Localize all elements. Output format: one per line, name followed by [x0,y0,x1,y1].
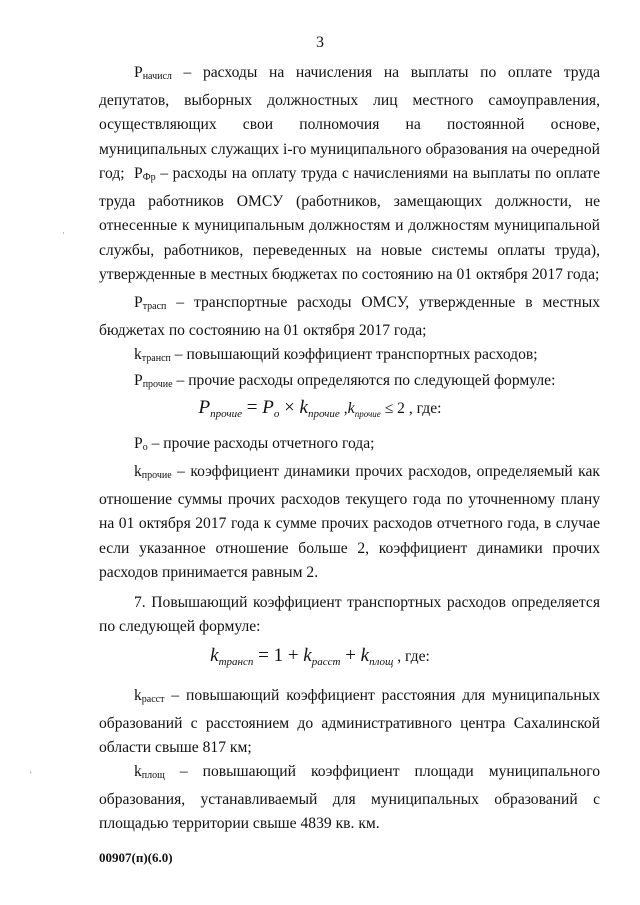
formula-sub: о [273,408,280,420]
paragraph-rtrasp [99,291,600,343]
symbol-subscript: прочие [141,470,172,481]
symbol: k [134,346,142,363]
formula-op: = [241,397,263,418]
formula-var: P [198,397,211,418]
scan-mark: ' [30,770,32,780]
formula-sub: прочие [307,408,340,420]
formula-tail: , где: [393,648,430,665]
symbol: Р [134,165,143,182]
paragraph-ro [99,432,600,460]
formula-sub: расст [311,656,341,668]
formula-sub: трансп [218,656,254,668]
formula-var: k [347,400,355,417]
formula-tail: , где: [404,400,442,417]
formula-op: × [279,397,300,418]
symbol: Р [134,64,143,81]
paragraph-kplosch [99,760,600,837]
formula-var: k [303,645,312,666]
paragraph-text: – расходы на начисления на выплаты по оплате труда депутатов, выборных должностных лиц местного самоуправления, осуществляющих свои полномочия на постоянной основе, муниципальных служащих i-го муниципального образования на очередной год; [99,64,600,182]
formula-sub: площ [369,656,394,668]
formula-var: k [360,645,370,666]
formula-op: , [339,400,348,417]
formula-op: ≤ 2 [380,400,405,417]
paragraph-text: – повышающий коэффициент транспортных расходов; [170,346,538,363]
paragraph-kprochie [99,460,600,585]
formula-sub: прочие [210,408,242,420]
symbol: k [134,763,142,780]
formula-op: + [340,645,361,666]
symbol: Р [134,372,143,389]
formula-op: = 1 + [253,645,304,666]
paragraph-rfr [99,162,600,287]
paragraph-krasst [99,684,600,761]
symbol-subscript: начисл [142,71,172,82]
symbol-subscript: о [142,442,148,453]
paragraph-text: – расходы на оплату труда с начислениями на выплаты по оплате труда работников ОМСУ (работников, замещающих должности, не отнесенные к муниципальным должностям и должностям муниципальной службы, работников, переведенных на новые системы оплаты труда), утвержденные в местных бюджетах по состоянию на 01 октября 2017 года; [99,165,600,283]
symbol-subscript: трансп [141,353,171,364]
symbol: k [134,687,142,704]
formula-var: k [210,645,219,666]
document-code: 00907(п)(6.0) [99,850,173,865]
page-number: 3 [316,34,324,51]
paragraph-text: – повышающий коэффициент расстояния для муниципальных образований с расстоянием до административного центра Сахалинской области свыше 817 км; [99,687,600,757]
paragraph-rprochie [99,369,600,397]
scan-mark: · [62,228,65,238]
formula-var: P [262,397,274,418]
paragraph-text: – прочие расходы определяются по следующей формуле: [172,372,556,389]
paragraph-text: – транспортные расходы ОМСУ, утвержденные в местных бюджетах по состоянию на 01 октября 2017 года; [99,294,600,340]
paragraph-text: – прочие расходы отчетного года; [147,435,375,452]
formula-var: k [299,397,308,418]
symbol: k [134,463,142,480]
paragraph-text: 7. Повышающий коэффициент транспортных расходов определяется по следующей формуле: [99,594,600,636]
paragraph-section-7 [99,591,600,639]
symbol-subscript: площ [141,770,165,781]
symbol-subscript: трасп [142,301,167,312]
symbol-subscript: прочие [142,379,173,390]
symbol: Р [134,435,143,452]
symbol: Р [134,294,143,311]
formula-sub: прочие [354,409,381,419]
paragraph-text: – коэффициент динамики прочих расходов, определяемый как отношение суммы прочих расходов текущего года по уточненному плану на 01 октября 2017 года к сумме прочих расходов отчетного года, в случае если указанное отношение больше 2, коэффициент динамики прочих расходов принимается равным 2. [99,463,600,581]
paragraph-text: – повышающий коэффициент площади муниципального образования, устанавливаемый для муниципальных образований с площадью территории свыше 4839 кв. км. [99,763,600,833]
symbol-subscript: расст [141,694,165,705]
formula-prochie [0,397,640,420]
formula-ktransp [0,645,640,668]
symbol-subscript: Фр [142,172,156,183]
paragraph-ktransp [99,343,600,371]
